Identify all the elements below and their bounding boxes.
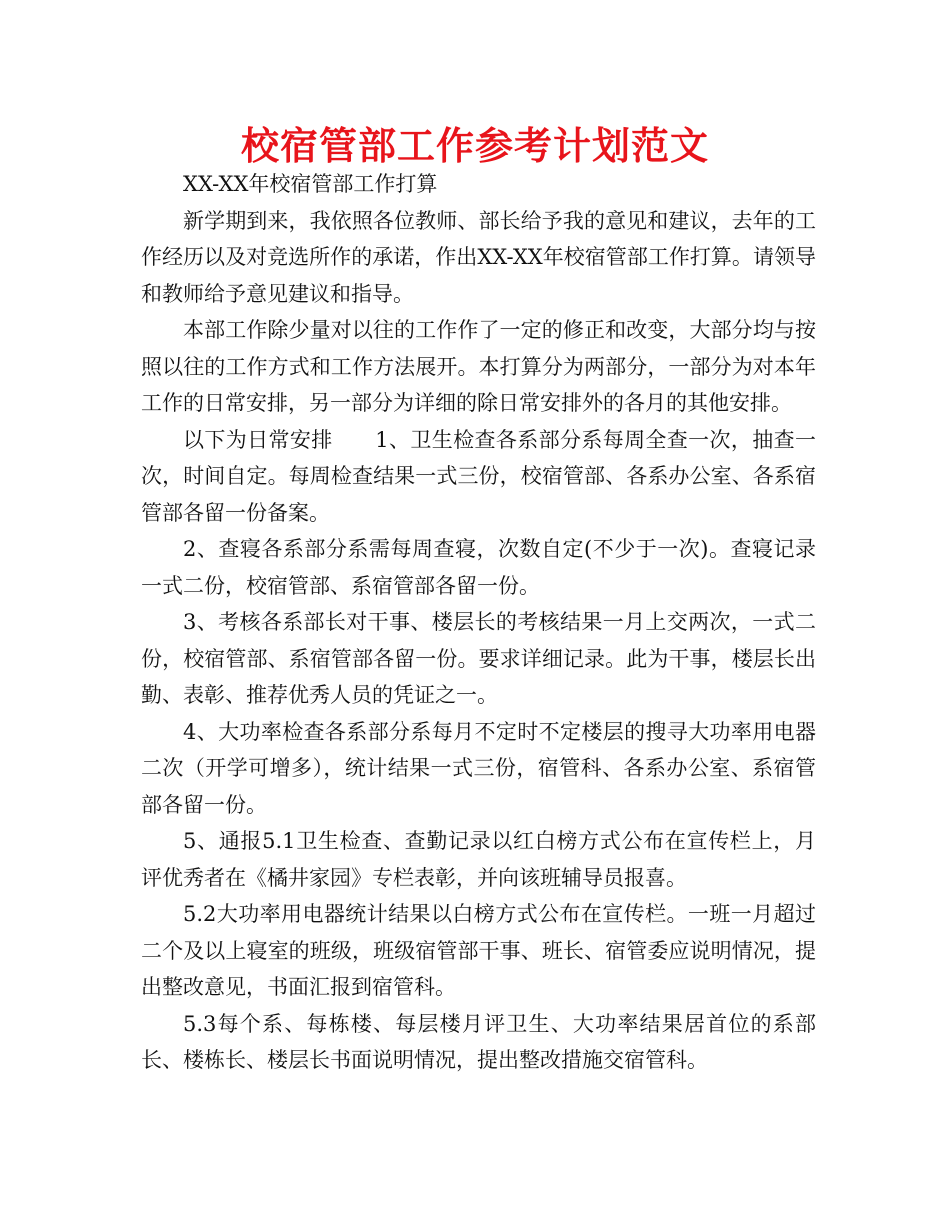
document-title: 校宿管部工作参考计划范文 [240,124,709,168]
paragraph: 4、大功率检查各系部分系每月不定时不定楼层的搜寻大功率用电器二次（开学可增多），统计结果一式三份，宿管科、各系办公室、系宿管部各留一份。 [141,719,816,817]
paragraph: 本部工作除少量对以往的工作作了一定的修正和改变，大部分均与按照以往的工作方式和工作方法展开。本打算分为两部分，一部分为对本年工作的日常安排，另一部分为详细的除日常安排外的各月的其他安排。 [141,318,816,415]
document-body [141,166,816,1079]
paragraph: 3、考核各系部长对干事、楼层长的考核结果一月上交两次，一式二份，校宿管部、系宿管部各留一份。要求详细记录。此为干事，楼层长出勤、表彰、推荐优秀人员的凭证之一。 [141,610,816,707]
paragraph: 5.2大功率用电器统计结果以白榜方式公布在宣传栏。一班一月超过二个及以上寝室的班级，班级宿管部干事、班长、宿管委应说明情况，提出整改意见，书面汇报到宿管科。 [141,902,816,999]
paragraph: 2、查寝各系部分系需每周查寝，次数自定(不少于一次)。查寝记录一式二份，校宿管部、系宿管部各留一份。 [141,537,816,598]
paragraph: 以下为日常安排 1、卫生检查各系部分系每周全查一次，抽查一次，时间自定。每周检查结果一式三份，校宿管部、各系办公室、各系宿管部各留一份备案。 [141,427,816,525]
paragraph-subtitle: XX-XX年校宿管部工作打算 [183,172,438,196]
paragraph: 5.3每个系、每栋楼、每层楼月评卫生、大功率结果居首位的系部长、楼栋长、楼层长书面说明情况，提出整改措施交宿管科。 [141,1011,816,1072]
paragraph: 5、通报5.1卫生检查、查勤记录以红白榜方式公布在宣传栏上，月评优秀者在《橘井家园》专栏表彰，并向该班辅导员报喜。 [141,829,816,890]
paragraph: 新学期到来，我依照各位教师、部长给予我的意见和建议，去年的工作经历以及对竞选所作的承诺，作出XX-XX年校宿管部工作打算。请领导和教师给予意见建议和指导。 [141,208,816,306]
